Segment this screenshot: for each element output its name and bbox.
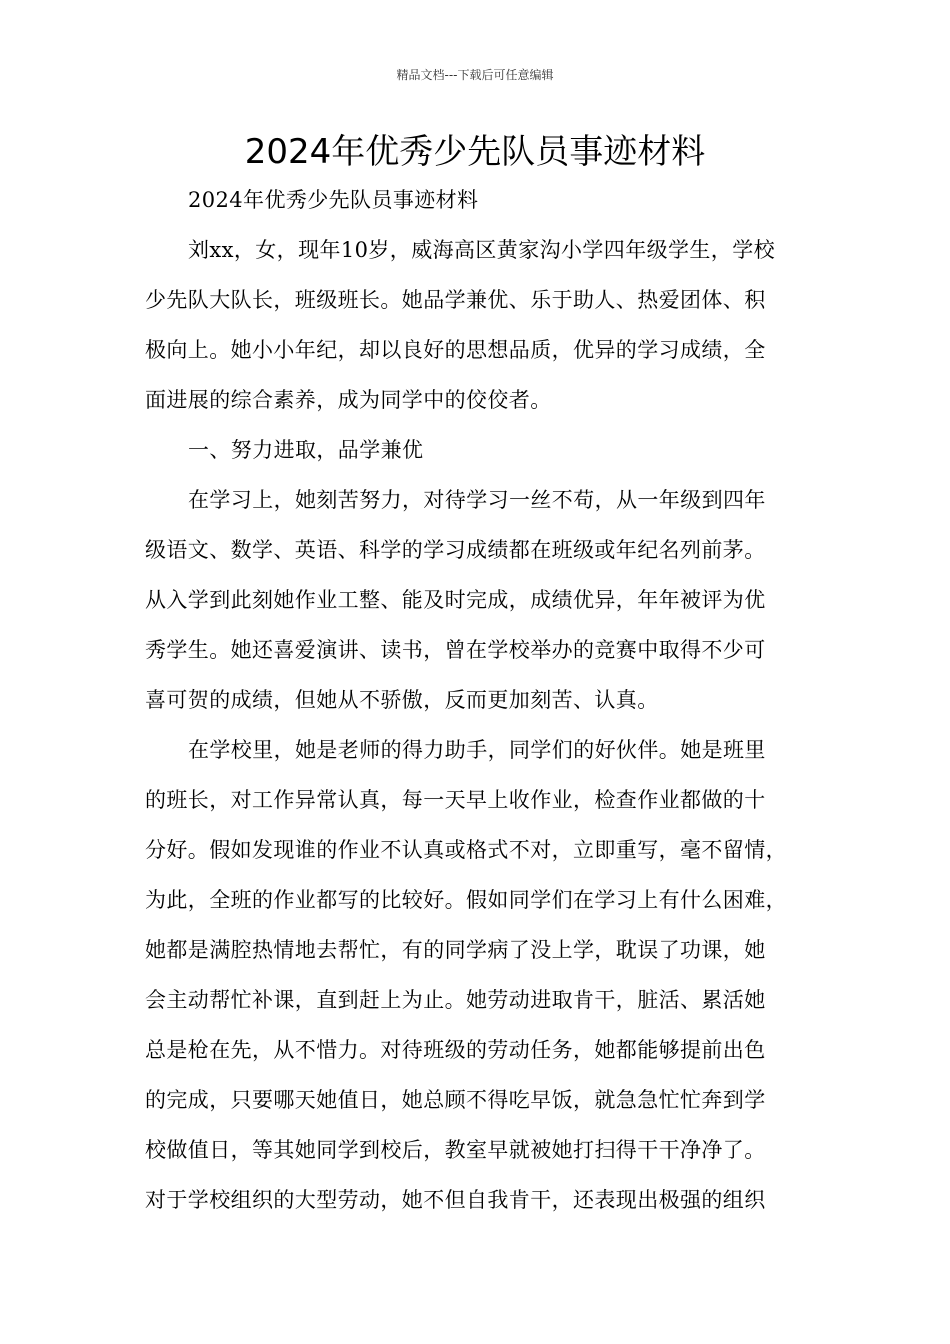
text-line: 秀学生。她还喜爱演讲、读书，曾在学校举办的竞赛中取得不少可 bbox=[145, 638, 766, 662]
text-line: 少先队大队长，班级班长。她品学兼优、乐于助人、热爱团体、积 bbox=[145, 288, 766, 312]
text-line: 她都是满腔热情地去帮忙，有的同学病了没上学，耽误了功课，她 bbox=[145, 938, 766, 962]
text-line: 会主动帮忙补课，直到赶上为止。她劳动进取肯干，脏活、累活她 bbox=[145, 988, 766, 1012]
text-line: 从入学到此刻她作业工整、能及时完成，成绩优异，年年被评为优 bbox=[145, 588, 766, 612]
text-line: 喜可贺的成绩，但她从不骄傲，反而更加刻苦、认真。 bbox=[145, 688, 659, 712]
text-line: 为此，全班的作业都写的比较好。假如同学们在学习上有什么困难， bbox=[145, 888, 787, 912]
text-line: 刘xx，女，现年10岁，威海高区黄家沟小学四年级学生，学校 bbox=[188, 238, 776, 262]
text-line: 校做值日，等其她同学到校后，教室早就被她打扫得干干净净了。 bbox=[145, 1138, 766, 1162]
text-line: 面进展的综合素养，成为同学中的佼佼者。 bbox=[145, 388, 552, 412]
text-line: 对于学校组织的大型劳动，她不但自我肯干，还表现出极强的组织 bbox=[145, 1188, 766, 1212]
text-line: 分好。假如发现谁的作业不认真或格式不对，立即重写，毫不留情， bbox=[145, 838, 787, 862]
text-line: 2024年优秀少先队员事迹材料 bbox=[188, 188, 479, 212]
text-line: 级语文、数学、英语、科学的学习成绩都在班级或年纪名列前茅。 bbox=[145, 538, 766, 562]
text-line: 极向上。她小小年纪，却以良好的思想品质，优异的学习成绩，全 bbox=[145, 338, 766, 362]
text-line: 的完成，只要哪天她值日，她总顾不得吃早饭，就急急忙忙奔到学 bbox=[145, 1088, 766, 1112]
text-line: 总是枪在先，从不惜力。对待班级的劳动任务，她都能够提前出色 bbox=[145, 1038, 766, 1062]
text-line: 在学校里，她是老师的得力助手，同学们的好伙伴。她是班里 bbox=[188, 738, 766, 762]
page-header-watermark: 精品文档---下载后可任意编辑 bbox=[396, 68, 554, 82]
text-line: 的班长，对工作异常认真，每一天早上收作业，检查作业都做的十 bbox=[145, 788, 766, 812]
section-heading: 一、努力进取，品学兼优 bbox=[188, 438, 424, 462]
text-line: 在学习上，她刻苦努力，对待学习一丝不苟，从一年级到四年 bbox=[188, 488, 766, 512]
document-title: 2024年优秀少先队员事迹材料 bbox=[244, 132, 706, 172]
